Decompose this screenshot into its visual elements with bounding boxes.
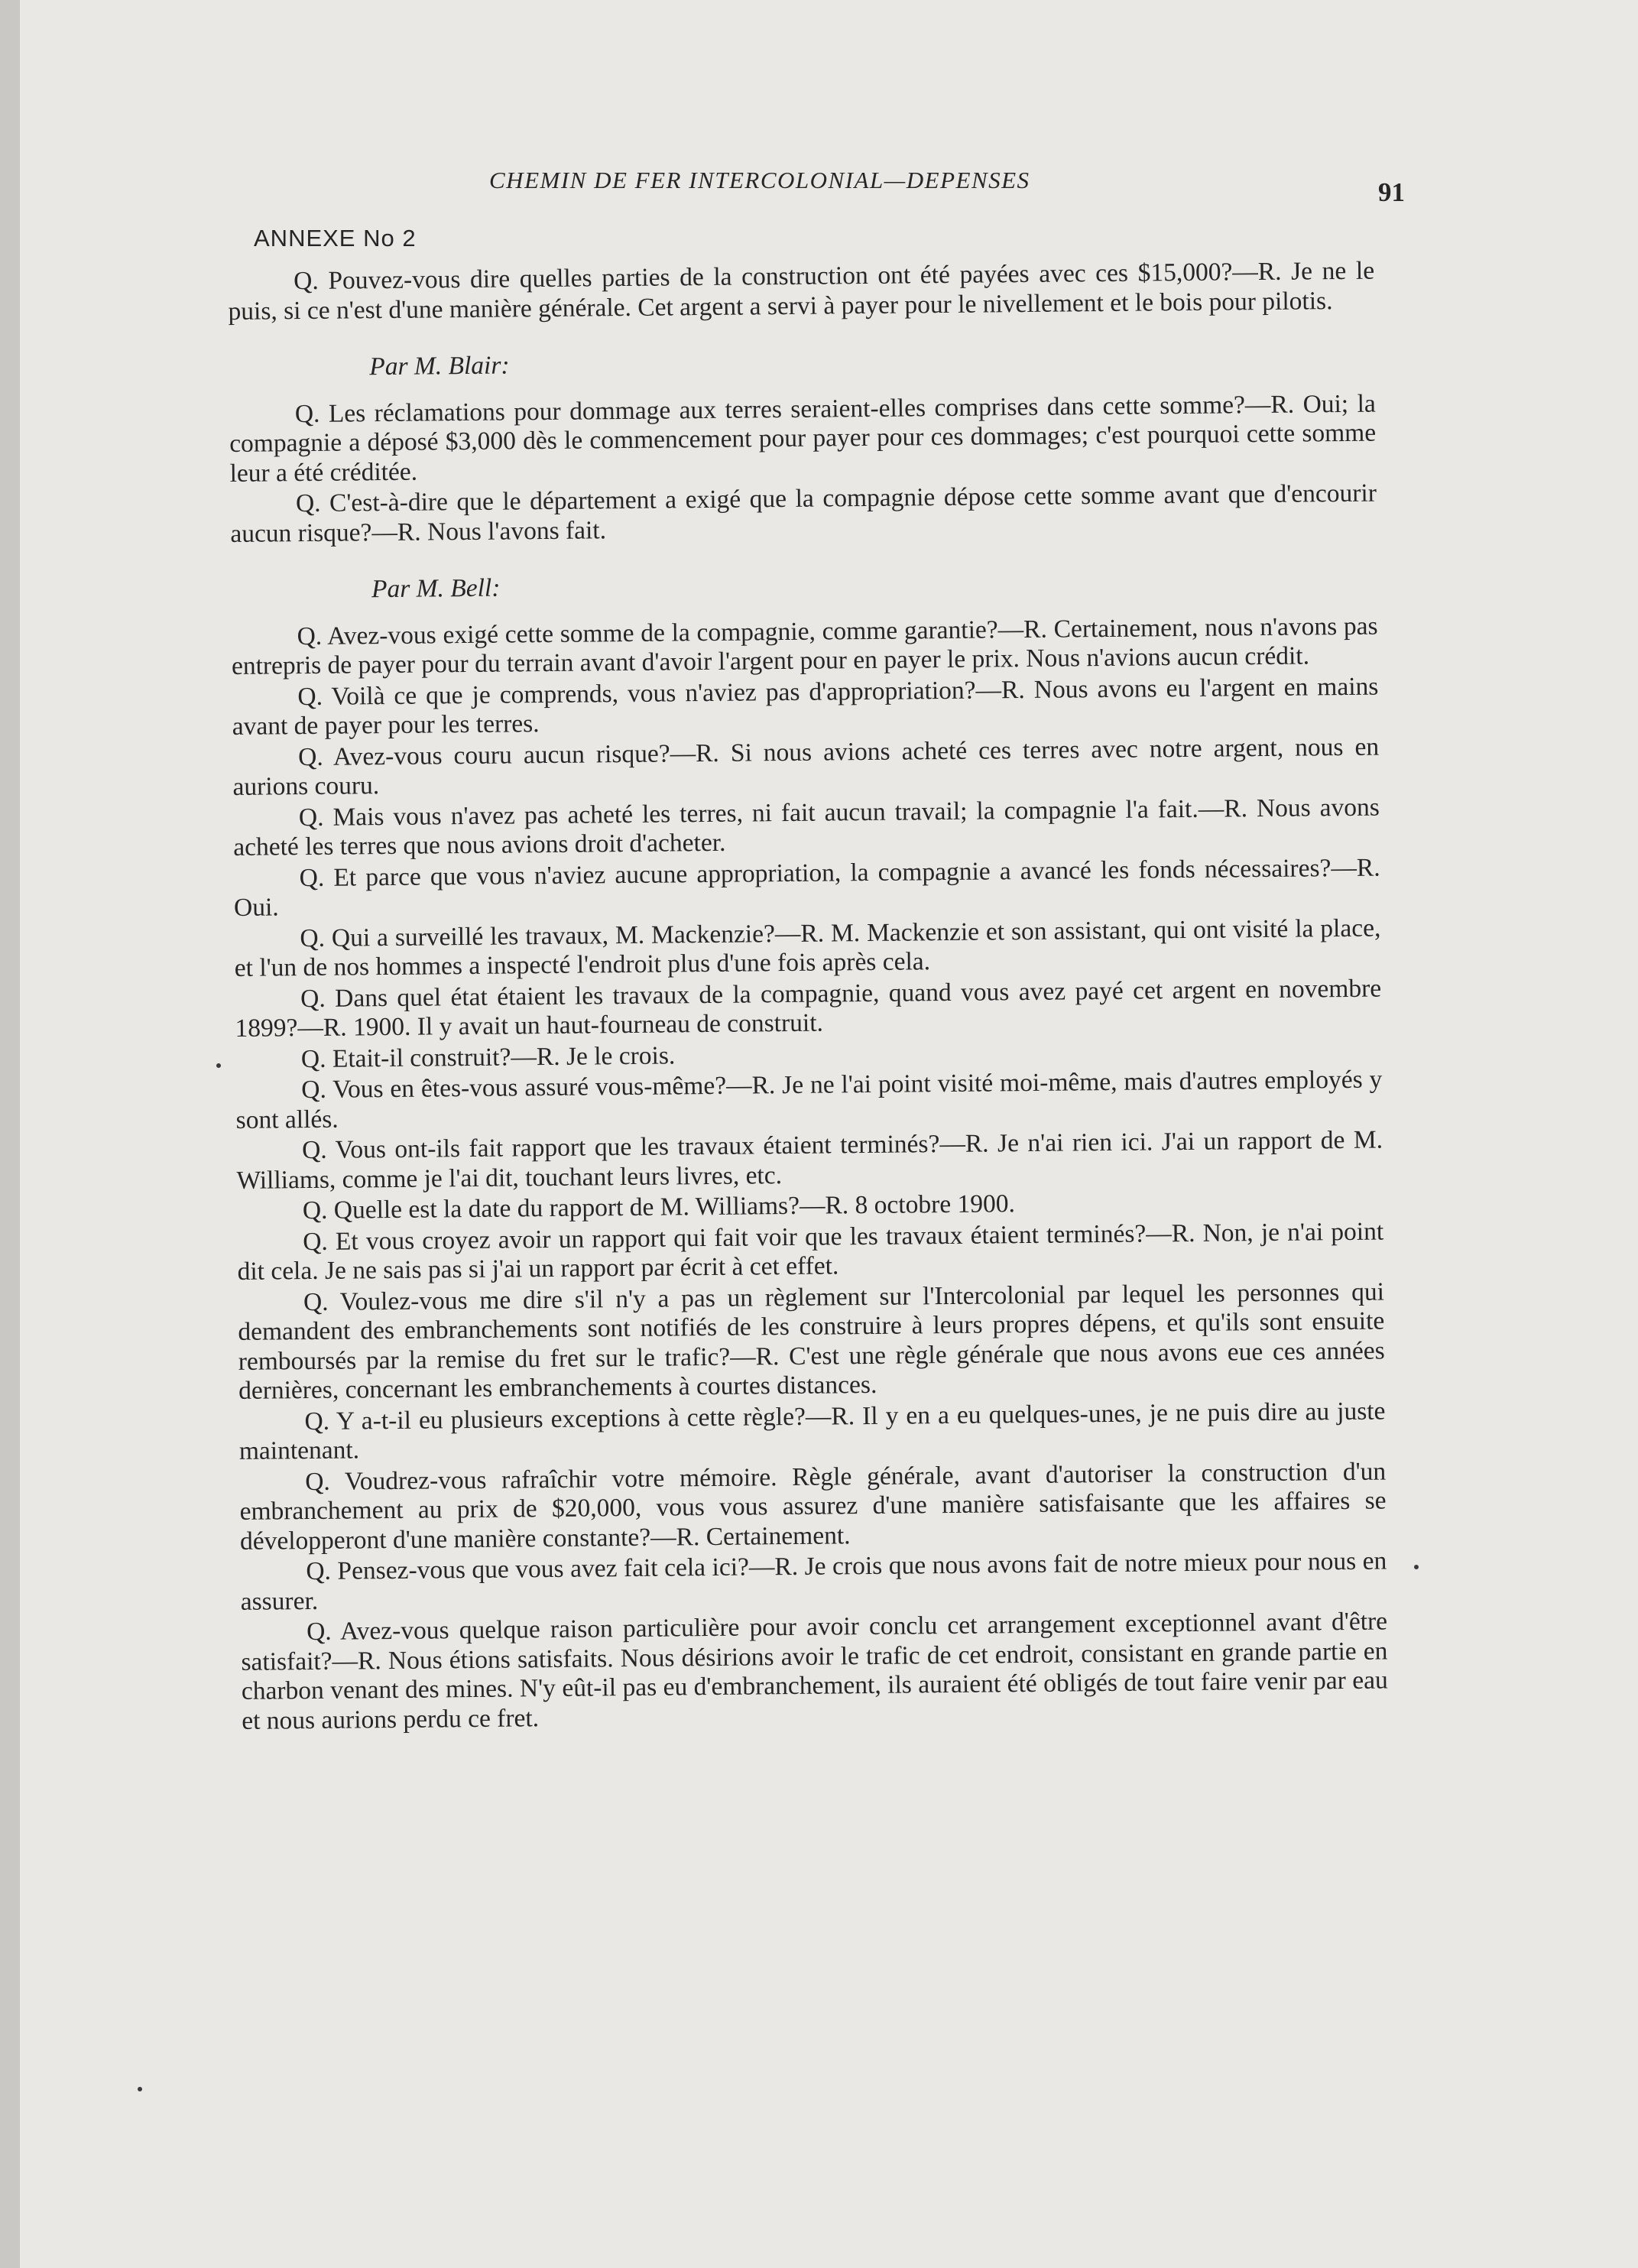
running-title: CHEMIN DE FER INTERCOLONIAL—DEPENSES [489,167,1030,193]
qa-paragraph: Q. Qui a surveillé les travaux, M. Mackenzie?—R. M. Mackenzie et son assistant, qui ont visité la place, et l'un de nos hommes a inspecté l'endroit plus d'une fois après cela. [234,913,1381,982]
margin-speck [1414,1565,1419,1569]
margin-speck [216,1063,221,1068]
page-number: 91 [1378,177,1405,207]
qa-paragraph: Q. Avez-vous exigé cette somme de la compagnie, comme garantie?—R. Certainement, nous n'avons pas entrepris de payer pour du terrain avant d'avoir l'argent pour en payer le prix. Nous n'avions aucun crédit. [231,612,1378,680]
qa-paragraph: Q. Dans quel état étaient les travaux de la compagnie, quand vous avez payé cet argent en novembre 1899?—R. 1900. Il y avait un haut-fourneau de construit. [235,974,1382,1043]
qa-paragraph: Q. Etait-il construit?—R. Je le crois. [300,1040,676,1073]
qa-paragraph: Q. Quelle est la date du rapport de M. Williams?—R. 8 octobre 1900. [302,1189,1016,1225]
qa-paragraph: Q. Mais vous n'avez pas acheté les terres, ni fait aucun travail; la compagnie l'a fait.—R. Nous avons acheté les terres que nous avions droit d'acheter. [233,793,1380,861]
page-gutter [0,0,20,2268]
qa-paragraph: Q. C'est-à-dire que le département a exigé que la compagnie dépose cette somme avant que d'encourir aucun risque?—R. Nous l'avons fait. [230,479,1377,548]
annexe-label: ANNEXE No 2 [254,225,417,251]
qa-paragraph: Q. Vous ont-ils fait rapport que les travaux étaient terminés?—R. Je n'ai rien ici. J'ai un rapport de M. Williams, comme je l'ai dit, touchant leurs livres, etc. [236,1125,1383,1195]
document-body [228,257,1388,1738]
qa-paragraph: Q. Voulez-vous me dire s'il n'y a pas un règlement sur l'Intercolonial par lequel les personnes qui demandent des embranchements sont notifiés de les construire à leurs propres dépens, et qu'ils sont ensuite remboursés par la remise du fret sur le trafic?—R. C'est une règle générale que nous avons eue ces années dernières, concernant les embranchements à courtes distances. [238,1277,1385,1405]
speaker-heading: Par M. Blair: [369,351,510,381]
qa-paragraph: Q. Y a-t-il eu plusieurs exceptions à cette règle?—R. Il y en a eu quelques-unes, je ne puis dire au juste maintenant. [238,1397,1386,1465]
qa-paragraph: Q. Voilà ce que je comprends, vous n'aviez pas d'appropriation?—R. Nous avons eu l'argent en mains avant de payer pour les terres. [232,672,1379,741]
qa-paragraph: Q. Voudrez-vous rafraîchir votre mémoire. Règle générale, avant d'autoriser la construction d'un embranchement au prix de $20,000, vous vous assurez d'une manière satisfaisante que les affaires se développeront d'une manière constante?—R. Certainement. [239,1457,1387,1556]
qa-paragraph: Q. Pensez-vous que vous avez fait cela ici?—R. Je crois que nous avons fait de notre mieux pour nous en assurer. [240,1546,1387,1616]
qa-paragraph: Q. Pouvez-vous dire quelles parties de la construction ont été payées avec ces $15,000?—R. Je ne le puis, si ce n'est d'une manière générale. Cet argent a servi à payer pour le nivellement et le bois pour pilotis. [228,256,1375,326]
qa-paragraph: Q. Et vous croyez avoir un rapport qui fait voir que les travaux étaient terminés?—R. Non, je n'ai point dit cela. Je ne sais pas si j'ai un rapport par écrit à cet effet. [237,1217,1384,1286]
speaker-heading: Par M. Bell: [371,573,501,604]
qa-paragraph: Q. Les réclamations pour dommage aux terres seraient-elles comprises dans cette somme?—R. Oui; la compagnie a déposé $3,000 dès le commencement pour payer pour ces dommages; c'est pourquoi cette somme leur a été créditée. [229,389,1377,488]
qa-paragraph: Q. Et parce que vous n'aviez aucune appropriation, la compagnie a avancé les fonds nécessaires?—R. Oui. [233,853,1380,922]
margin-speck [138,2087,142,2091]
qa-paragraph: Q. Avez-vous quelque raison particulière pour avoir conclu cet arrangement exceptionnel avant d'être satisfait?—R. Nous étions satisfaits. Nous désirions avoir le trafic de cet endroit, consistant en grande partie en charbon venant des mines. N'y eût-il pas eu d'embranchement, ils auraient été obligés de tout faire venir par eau et nous aurions perdu ce fret. [241,1607,1388,1735]
qa-paragraph: Q. Avez-vous couru aucun risque?—R. Si nous avions acheté ces terres avec notre argent, nous en aurions couru. [232,732,1380,801]
qa-paragraph: Q. Vous en êtes-vous assuré vous-même?—R. Je ne l'ai point visité moi-même, mais d'autres employés y sont allés. [235,1065,1383,1134]
